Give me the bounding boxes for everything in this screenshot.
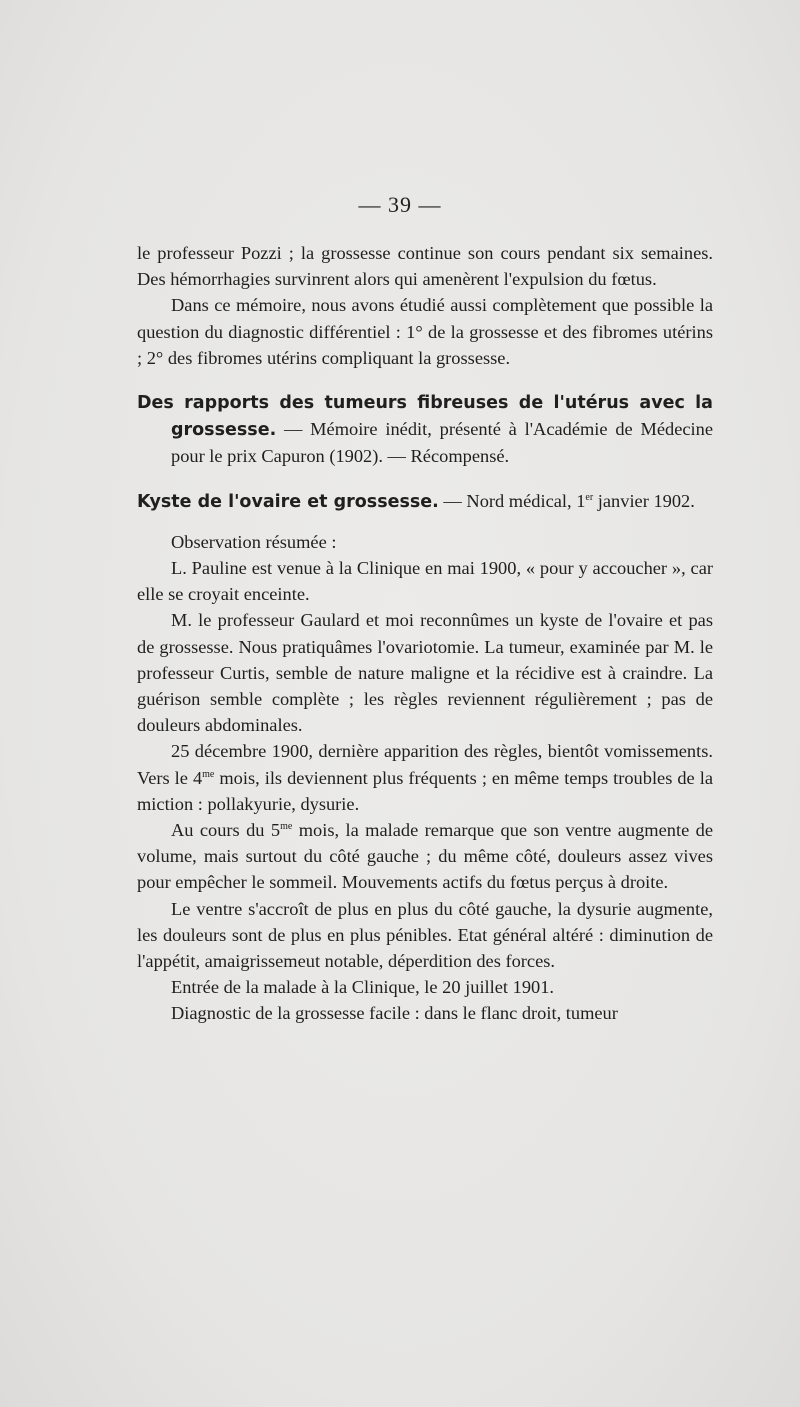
superscript-me-5: me [280, 820, 293, 832]
case-paragraph-4-start: Au cours du 5 [171, 820, 281, 841]
case-paragraph-3-end: mois, ils deviennent plus fréquents ; en même temps troubles de la miction : pollakyurie, dysurie. [137, 767, 713, 814]
case-paragraph-1: L. Pauline est venue à la Clinique en mai 1900, « pour y accoucher », car elle se croyait enceinte. [137, 558, 713, 605]
case-paragraph-3-start: 25 décembre 1900, dernière apparition des règles, bientôt vomissements. Vers le 4 [137, 741, 713, 788]
case-paragraph-4-end: mois, la malade remarque que son ventre augmente de volume, mais surtout du côté gauche ; du même côté, douleurs assez vives pour empêcher le sommeil. Mouvements actifs du fœtus perçus à droite. [137, 820, 713, 893]
section-ovarian-cyst-details: — Nord médical, 1 [438, 490, 586, 511]
section-fibroids-title: Des rapports des tumeurs fibreuses de l'utérus avec la grossesse. [137, 393, 713, 441]
paragraph-memoir: Dans ce mémoire, nous avons étudié aussi complètement que possible la question du diagnostic différentiel : 1° de la grossesse et des fibromes utérins ; 2° des fibromes utérins compliquant la grossesse. [137, 295, 713, 368]
section-fibroids [137, 389, 713, 470]
case-paragraph-4 [137, 817, 713, 896]
case-paragraph-3 [137, 738, 713, 817]
body-text [137, 240, 713, 1027]
section-ovarian-cyst [137, 488, 713, 515]
page-number: — 39 — [358, 192, 442, 217]
section-ovarian-cyst-title: Kyste de l'ovaire et grossesse. [137, 491, 439, 512]
section-fibroids-details: — Mémoire inédit, présenté à l'Académie de Médecine pour le prix Capuron (1902). — Récompensé. [171, 419, 713, 467]
superscript-me-4: me [202, 768, 215, 780]
observation-label: Observation résumée : [171, 531, 337, 552]
paragraph-continuation: le professeur Pozzi ; la grossesse continue son cours pendant six semaines. Des hémorrhagies survinrent alors qui amenèrent l'expulsion du fœtus. [137, 243, 713, 290]
section-ovarian-cyst-date: janvier 1902. [593, 490, 695, 511]
case-paragraph-5: Le ventre s'accroît de plus en plus du côté gauche, la dysurie augmente, les douleurs sont de plus en plus pénibles. Etat général altéré : diminution de l'appétit, amaigrissemeut notable, déperdition des forces. [137, 898, 713, 972]
case-paragraph-6: Entrée de la malade à la Clinique, le 20 juillet 1901. [171, 977, 555, 998]
superscript-er: er [585, 491, 594, 503]
case-paragraph-2: M. le professeur Gaulard et moi reconnûmes un kyste de l'ovaire et pas de grossesse. Nous pratiquâmes l'ovariotomie. La tumeur, examinée par M. le professeur Curtis, semble de nature maligne et la récidive est à craindre. La guérison semble complète ; les règles reviennent régulièrement ; pas de douleurs abdominales. [137, 610, 713, 736]
case-paragraph-7: Diagnostic de la grossesse facile : dans le flanc droit, tumeur [171, 1003, 618, 1024]
